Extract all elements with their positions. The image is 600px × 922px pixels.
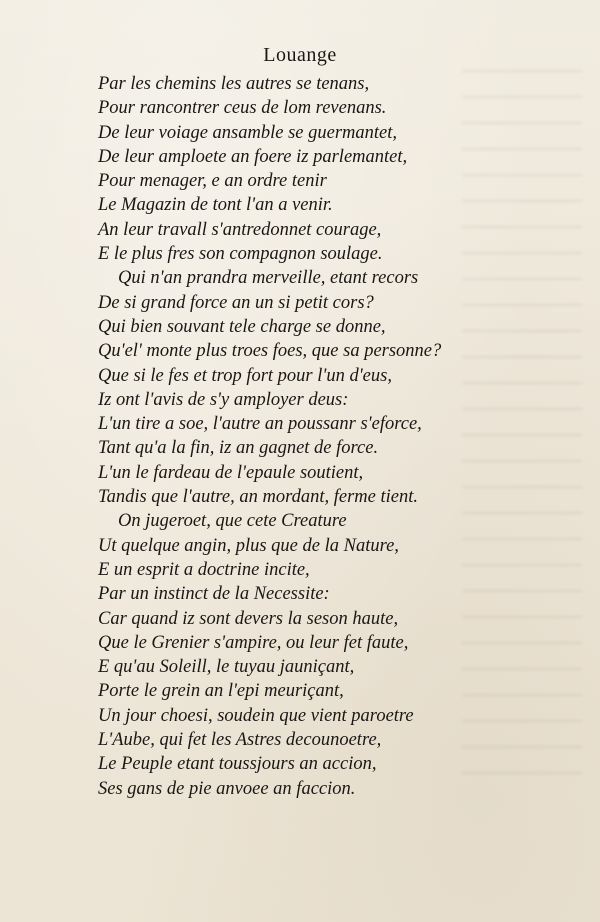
verse-line: Que le Grenier s'ampire, ou leur fet faute, — [98, 632, 409, 653]
verse-line: Tant qu'a la fin, iz an gagnet de force. — [98, 438, 379, 459]
verse-line: Le Magazin de tont l'an a venir. — [98, 195, 333, 216]
verse-line: Pour rancontrer ceus de lom revenans. — [98, 98, 387, 119]
verse-line: Qui bien souvant tele charge se donne, — [98, 316, 386, 337]
verse-line: Car quand iz sont devers la seson haute, — [98, 608, 399, 629]
verse-line: Un jour choesi, soudein que vient paroetre — [98, 705, 414, 726]
verse-line: Ut quelque angin, plus que de la Nature, — [98, 535, 399, 556]
verse-line: Que si le fes et trop fort pour l'un d'eus, — [98, 365, 392, 386]
verse-line: E un esprit a doctrine incite, — [98, 559, 310, 580]
verse-line: Par un instinct de la Necessite: — [98, 584, 330, 605]
verse-line: E le plus fres son compagnon soulage. — [98, 244, 383, 265]
verse-line: An leur travall s'antredonnet courage, — [98, 219, 382, 240]
verse-line: L'Aube, qui fet les Astres decounoetre, — [98, 730, 382, 751]
verse-line: Ses gans de pie anvoee an faccion. — [98, 778, 356, 799]
verse-line: Iz ont l'avis de s'y amployer deus: — [98, 389, 349, 410]
verse-line: L'un tire a soe, l'autre an poussanr s'eforce, — [98, 414, 422, 435]
verse-line: Par les chemins les autres se tenans, — [98, 74, 370, 94]
running-header: Louange — [263, 44, 337, 66]
verse-line: L'un le fardeau de l'epaule soutient, — [98, 462, 364, 483]
verse-line: De leur amploete an foere iz parlemantet, — [98, 146, 408, 167]
verse-line: De leur voiage ansamble se guermantet, — [98, 122, 398, 143]
verse-line: E qu'au Soleill, le tuyau jauniçant, — [98, 657, 355, 678]
verse-line: On jugeroet, que cete Creature — [118, 511, 347, 532]
poem-body — [98, 72, 548, 801]
verse-line: Tandis que l'autre, an mordant, ferme tient. — [98, 487, 418, 508]
verse-line: Qu'el' monte plus troes foes, que sa personne? — [98, 341, 442, 362]
verse-line: Le Peuple etant toussjours an accion, — [98, 754, 377, 775]
verse-line: Qui n'an prandra merveille, etant recors — [118, 268, 419, 289]
verse-line: De si grand force an un si petit cors? — [98, 292, 374, 313]
verse-line: Porte le grein an l'epi meuriçant, — [98, 681, 344, 702]
verse-line: Pour menager, e an ordre tenir — [98, 171, 327, 192]
